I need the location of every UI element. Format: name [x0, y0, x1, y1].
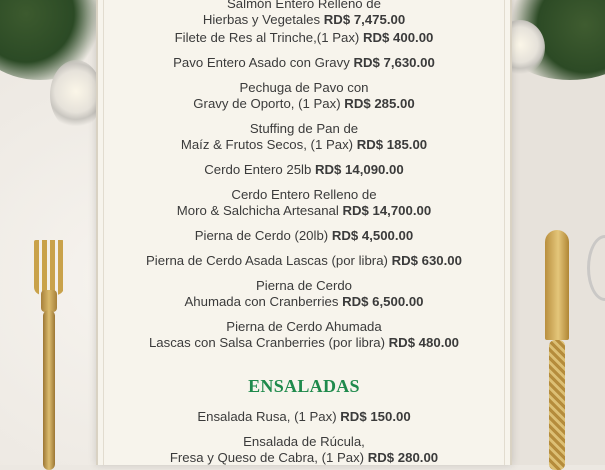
- menu-item-line: [98, 319, 510, 335]
- menu-item-price: RD$ 280.00: [367, 449, 439, 465]
- menu-item-price: RD$ 7,630.00: [353, 55, 435, 70]
- menu-item-name: Pechuga de Pavo con: [239, 80, 369, 95]
- candle-decoration: [50, 60, 102, 130]
- menu-item-name: Pierna de Cerdo (20lb): [194, 228, 329, 243]
- gold-knife-icon: [542, 230, 574, 470]
- menu-item-line: [98, 253, 510, 269]
- menu-item-price: RD$ 6,500.00: [342, 293, 424, 309]
- menu-item: [98, 55, 510, 71]
- menu-item-price: RD$ 630.00: [391, 253, 462, 268]
- menu-item-line: [98, 137, 510, 153]
- menu-item-line: [98, 294, 510, 310]
- menu-item: [98, 30, 510, 46]
- menu-item-name: Salmón Entero Relleno de: [227, 0, 381, 11]
- menu-item: [98, 228, 510, 244]
- menu-item-name: Maíz & Frutos Secos, (1 Pax): [180, 136, 354, 152]
- gold-fork-icon: [34, 240, 64, 470]
- menu-item: [98, 0, 510, 27]
- menu-item-price: RD$ 480.00: [388, 334, 460, 350]
- menu-item: [98, 434, 510, 465]
- menu-item: [98, 80, 510, 111]
- menu-item-name: Ensalada Rusa, (1 Pax): [197, 409, 337, 424]
- menu-item: [98, 409, 510, 425]
- menu-item-price: RD$ 185.00: [356, 136, 428, 152]
- menu-item-line: [98, 80, 510, 96]
- menu-item-line: [98, 203, 510, 219]
- menu-item-price: RD$ 150.00: [340, 409, 411, 424]
- menu-item-line: [98, 434, 510, 450]
- menu-item-line: [98, 12, 510, 28]
- menu-item-name: Gravy de Oporto, (1 Pax): [193, 95, 341, 111]
- menu-item-name: Cerdo Entero Relleno de: [231, 187, 377, 202]
- menu-item-name: Ahumada con Cranberries: [184, 293, 339, 309]
- menu-item-name: Pierna de Cerdo Asada Lascas (por libra): [146, 253, 388, 268]
- menu-item-price: RD$ 14,090.00: [315, 162, 404, 177]
- menu-item: [98, 278, 510, 309]
- menu-card: [96, 0, 512, 465]
- menu-item-line: [98, 335, 510, 351]
- menu-item-line: [98, 0, 510, 12]
- section-heading-ensaladas: ENSALADAS: [248, 376, 360, 396]
- menu-item-name: Pierna de Cerdo: [255, 278, 353, 293]
- menu-item-line: [98, 96, 510, 112]
- menu-item-name: Pavo Entero Asado con Gravy: [173, 55, 350, 70]
- menu-item-line: [98, 30, 510, 46]
- menu-item-line: [98, 278, 510, 294]
- menu-item-line: [98, 121, 510, 137]
- menu-item: [98, 187, 510, 218]
- menu-item: [98, 162, 510, 178]
- menu-item-name: Ensalada de Rúcula,: [243, 434, 365, 449]
- menu-item-name: Cerdo Entero 25lb: [204, 162, 312, 177]
- menu-item-name: Stuffing de Pan de: [249, 121, 359, 136]
- menu-item-price: RD$ 14,700.00: [342, 202, 432, 218]
- menu-item-name: Pierna de Cerdo Ahumada: [226, 319, 382, 334]
- menu-item-line: [98, 409, 510, 425]
- menu-item-name: Hierbas y Vegetales: [202, 11, 321, 27]
- menu-item-price: RD$ 4,500.00: [331, 228, 414, 243]
- menu-item-line: [98, 228, 510, 244]
- menu-item-name: Moro & Salchicha Artesanal: [176, 202, 339, 218]
- menu-item-price: RD$ 400.00: [362, 30, 434, 45]
- menu-item-line: [98, 162, 510, 178]
- menu-item-name: Fresa y Queso de Cabra, (1 Pax): [169, 449, 365, 465]
- menu-item-line: [98, 187, 510, 203]
- menu-item: [98, 319, 510, 350]
- menu-item-price: RD$ 285.00: [344, 95, 415, 111]
- menu-item-line: [98, 450, 510, 466]
- menu-item-line: [98, 55, 510, 71]
- menu-item: [98, 121, 510, 152]
- menu-item-name: Lascas con Salsa Cranberries (por libra): [148, 334, 385, 350]
- menu-item-name: Filete de Res al Trinche,(1 Pax): [174, 30, 360, 45]
- menu-item-price: RD$ 7,475.00: [323, 11, 406, 27]
- menu-item: [98, 253, 510, 269]
